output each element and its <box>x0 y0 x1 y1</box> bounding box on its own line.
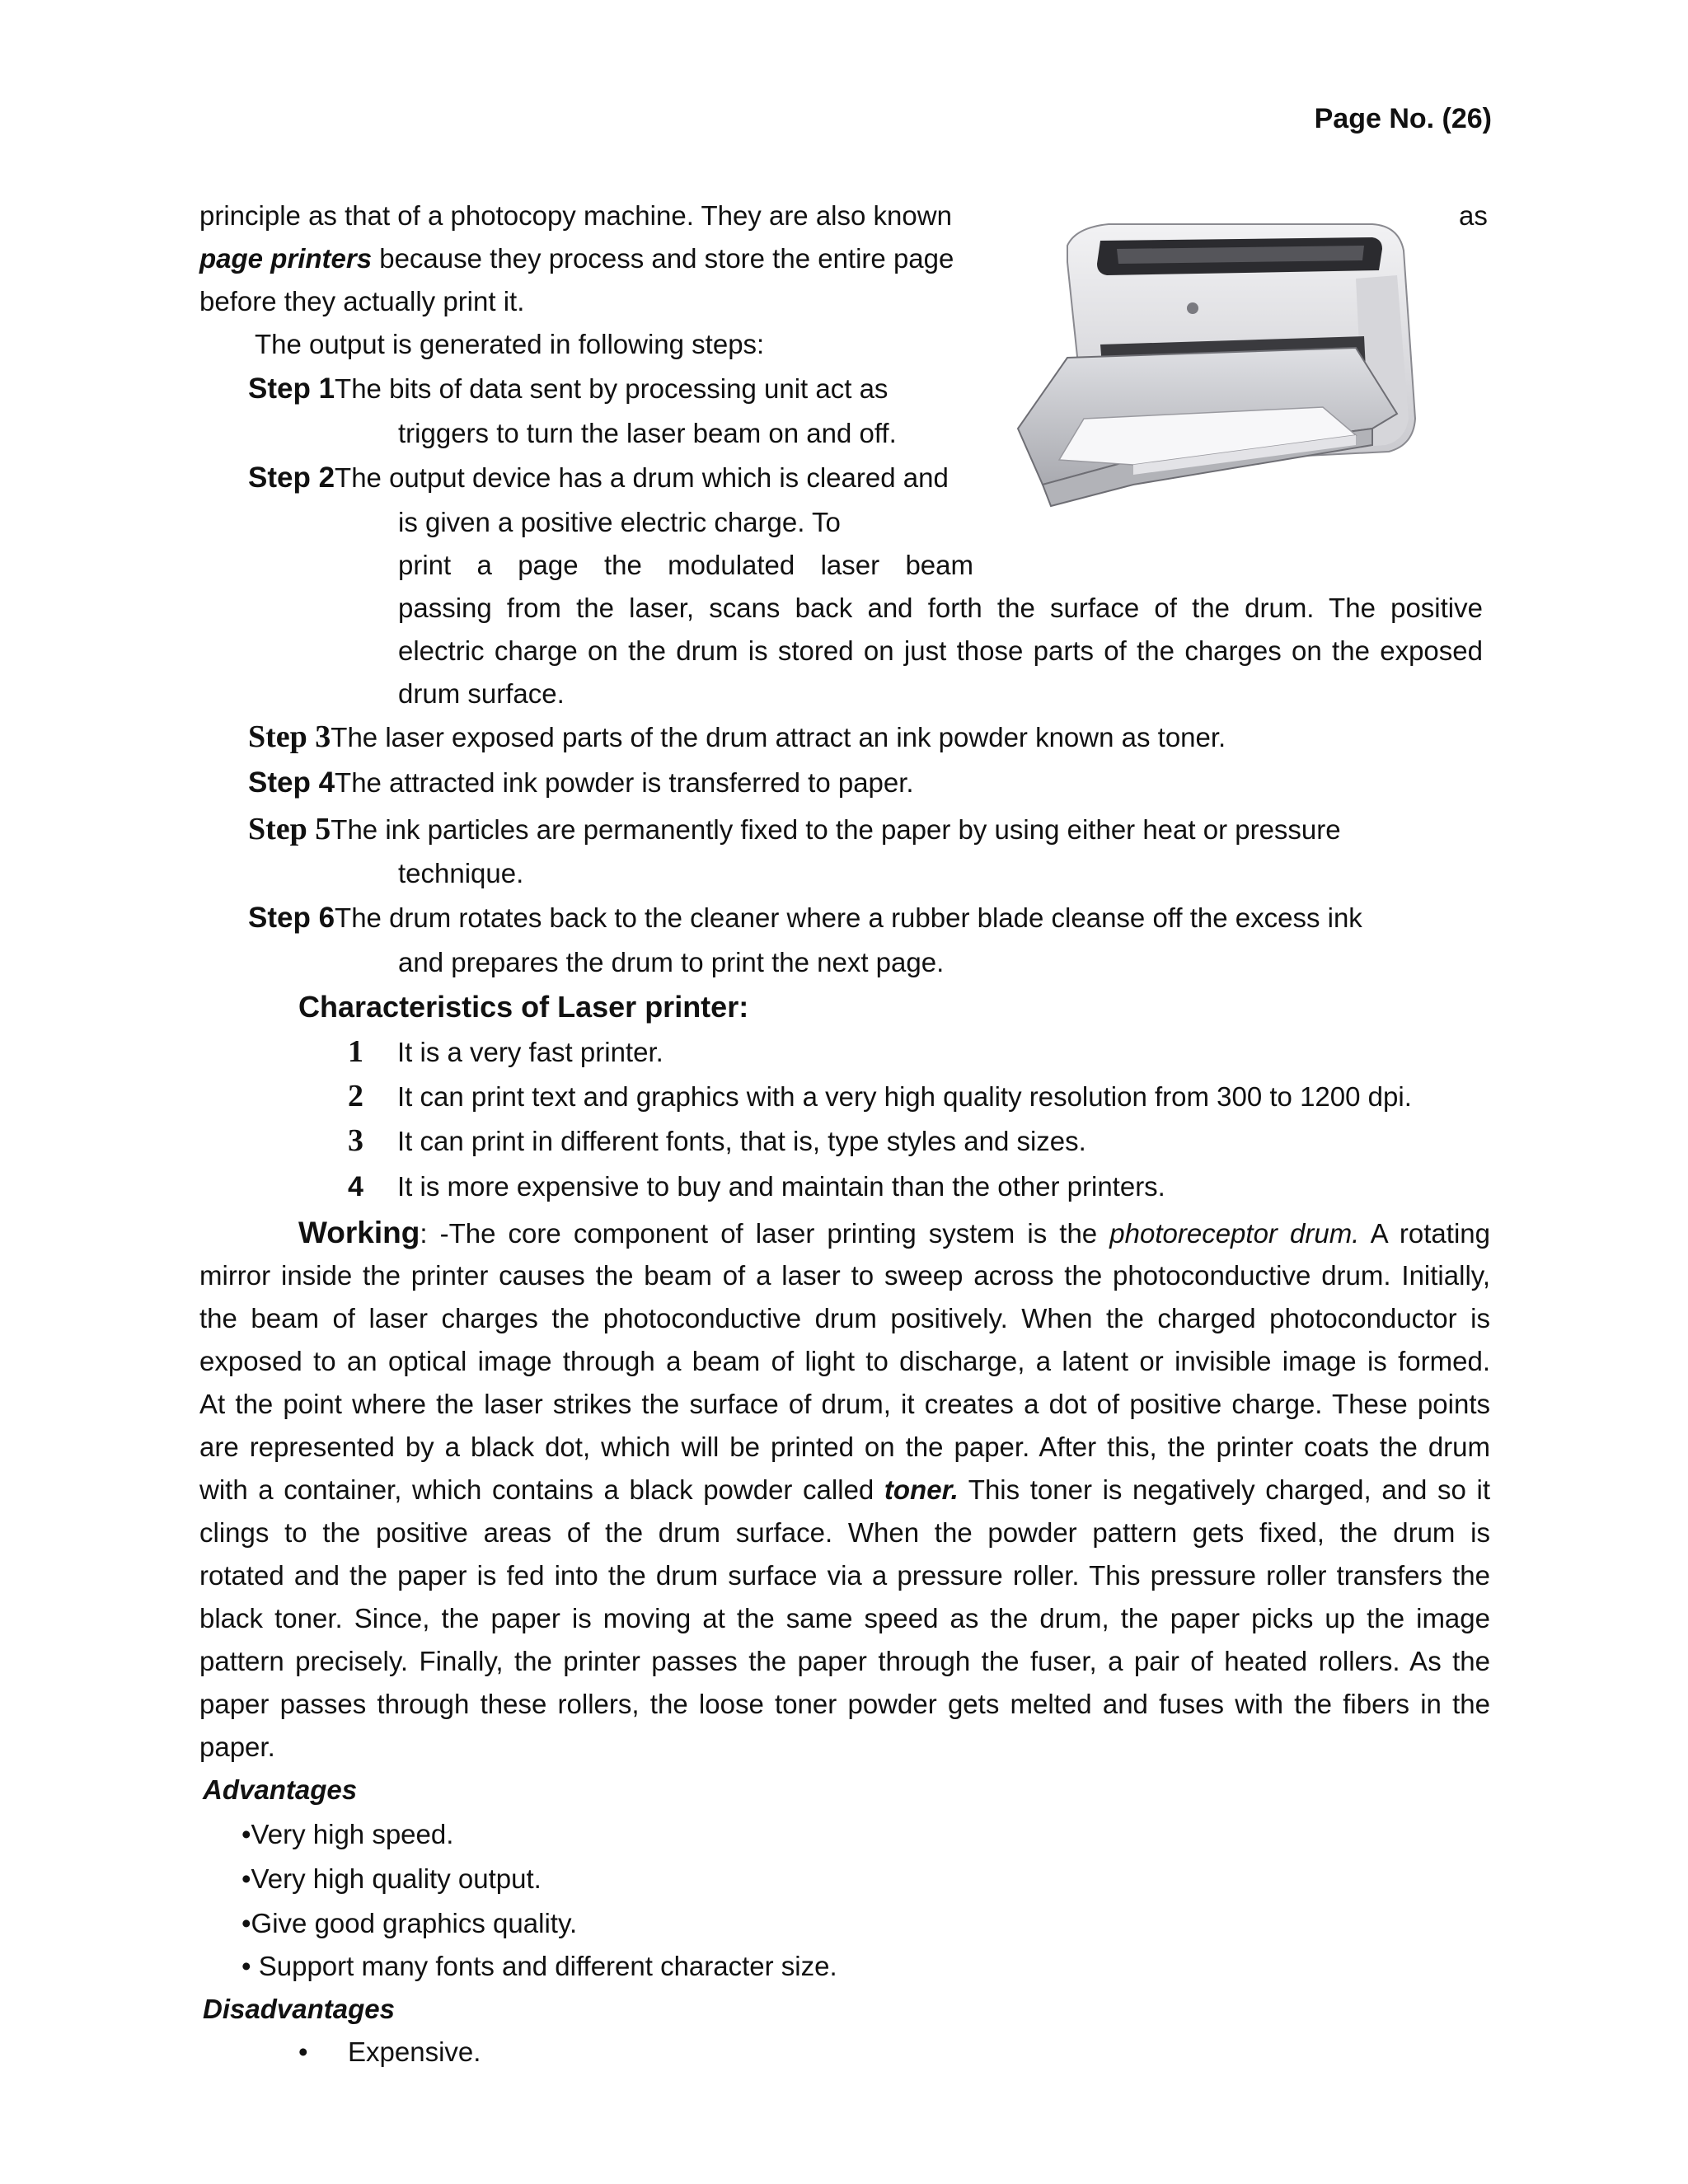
working-toner-line <box>199 1469 1490 1511</box>
intro-line-1: principle as that of a photocopy machine. They are also known <box>199 200 952 231</box>
item-text: It is a very fast printer. <box>397 1037 663 1067</box>
disadvantages-heading: Disadvantages <box>203 1994 395 2024</box>
working-last-line: paper. <box>199 1732 275 1762</box>
working-line: pattern precisely. Finally, the printer passes the paper through the fuser, a pair of heated rollers. As the <box>199 1646 1490 1676</box>
advantage-item: •Give good graphics quality. <box>241 1908 578 1938</box>
working-first-line <box>298 1212 1490 1255</box>
working-heading: Working <box>298 1216 420 1249</box>
step-text: The laser exposed parts of the drum attract an ink powder known as toner. <box>331 722 1226 752</box>
step-label: Step 4 <box>248 766 335 799</box>
working-line: paper passes through these rollers, the loose toner powder gets melted and fuses with the fibers in the <box>199 1689 1490 1719</box>
working-line: clings to the positive areas of the drum surface. When the powder pattern gets fixed, the drum is <box>199 1517 1490 1548</box>
bullet-icon: • <box>298 2036 308 2067</box>
characteristic-item <box>348 1075 1412 1118</box>
working-line: At the point where the laser strikes the surface of drum, it creates a dot of positive charge. These points <box>199 1389 1490 1419</box>
step-label: Step 1 <box>248 373 335 405</box>
step-text: The ink particles are permanently fixed to the paper by using either heat or pressure <box>331 814 1341 845</box>
laser-printer-image <box>1010 213 1422 526</box>
term-page-printers: page printers <box>199 243 373 274</box>
working-line: the beam of laser charges the photoconductive drum positively. When the charged photoconductor is <box>199 1303 1490 1333</box>
step-label: Step 3 <box>248 719 331 754</box>
step-2-cont: electric charge on the drum is stored on just those parts of the charges on the exposed <box>398 635 1483 666</box>
step-4 <box>248 762 914 804</box>
term-photoreceptor-drum: photoreceptor drum. <box>1109 1218 1360 1249</box>
characteristic-item <box>348 1119 1086 1163</box>
step-2-cont: is given a positive electric charge. To <box>398 507 841 537</box>
step-2-cont: print a page the modulated laser beam <box>398 550 973 580</box>
advantage-item: • Support many fonts and different character size. <box>241 1951 837 1981</box>
step-text: The attracted ink powder is transferred to paper. <box>335 767 914 798</box>
working-line: rotated and the paper is fed into the drum surface via a pressure roller. This pressure roller transfers the <box>199 1560 1490 1591</box>
step-2-cont: drum surface. <box>398 678 565 709</box>
working-line: exposed to an optical image through a beam of light to discharge, a latent or invisible image is formed. <box>199 1346 1490 1376</box>
intro-line-2-rest: because they process and store the entire page <box>372 243 954 274</box>
step-1 <box>248 368 888 410</box>
working-line: mirror inside the printer causes the beam of a laser to sweep across the photoconductive drum. Initially, <box>199 1260 1490 1291</box>
step-label: Step 6 <box>248 902 335 934</box>
step-1-cont: triggers to turn the laser beam on and off. <box>398 418 897 448</box>
step-label: Step 2 <box>248 462 335 494</box>
advantage-item: •Very high quality output. <box>241 1863 542 1894</box>
step-2-cont: passing from the laser, scans back and forth the surface of the drum. The positive <box>398 593 1483 623</box>
item-text: It can print text and graphics with a very high quality resolution from 300 to 1200 dpi. <box>397 1081 1412 1112</box>
term-toner: toner. <box>884 1474 959 1505</box>
step-2 <box>248 457 949 499</box>
item-number: 4 <box>348 1171 363 1202</box>
toner-line-a: with a container, which contains a black powder called <box>199 1474 884 1505</box>
item-number: 1 <box>348 1034 363 1069</box>
characteristic-item <box>348 1165 1165 1208</box>
disadvantage-item <box>298 2031 481 2074</box>
step-3 <box>248 715 1226 759</box>
item-number: 2 <box>348 1079 363 1113</box>
step-6-cont: and prepares the drum to print the next page. <box>398 947 945 977</box>
advantages-heading: Advantages <box>203 1774 358 1805</box>
step-6 <box>248 897 1362 940</box>
characteristic-item <box>348 1030 663 1074</box>
intro-line-1-end: as <box>1459 200 1488 231</box>
step-5-cont: technique. <box>398 858 524 888</box>
intro-line-2 <box>199 237 954 280</box>
toner-line-b: This toner is negatively charged, and so it <box>958 1474 1490 1505</box>
step-text: The output device has a drum which is cleared and <box>335 462 949 493</box>
steps-intro: The output is generated in following steps: <box>255 329 765 359</box>
step-text: The bits of data sent by processing unit act as <box>335 373 889 404</box>
item-number: 3 <box>348 1123 363 1158</box>
step-5 <box>248 808 1341 851</box>
advantage-item: •Very high speed. <box>241 1819 454 1849</box>
item-text: It can print in different fonts, that is, type styles and sizes. <box>397 1126 1086 1156</box>
item-text: Expensive. <box>348 2036 481 2067</box>
intro-line-3: before they actually print it. <box>199 286 525 316</box>
step-text: The drum rotates back to the cleaner where a rubber blade cleanse off the excess ink <box>335 902 1362 933</box>
page-number: Page No. (26) <box>1314 103 1492 134</box>
working-line: are represented by a black dot, which will be printed on the paper. After this, the printer coats the drum <box>199 1432 1490 1462</box>
step-label: Step 5 <box>248 812 331 846</box>
working-line: black toner. Since, the paper is moving at the same speed as the drum, the paper picks up the image <box>199 1603 1490 1633</box>
working-lead: : -The core component of laser printing system is the <box>420 1218 1110 1249</box>
working-lead-tail: A rotating <box>1359 1218 1490 1249</box>
characteristics-heading: Characteristics of Laser printer: <box>298 990 749 1024</box>
item-text: It is more expensive to buy and maintain than the other printers. <box>397 1171 1165 1202</box>
